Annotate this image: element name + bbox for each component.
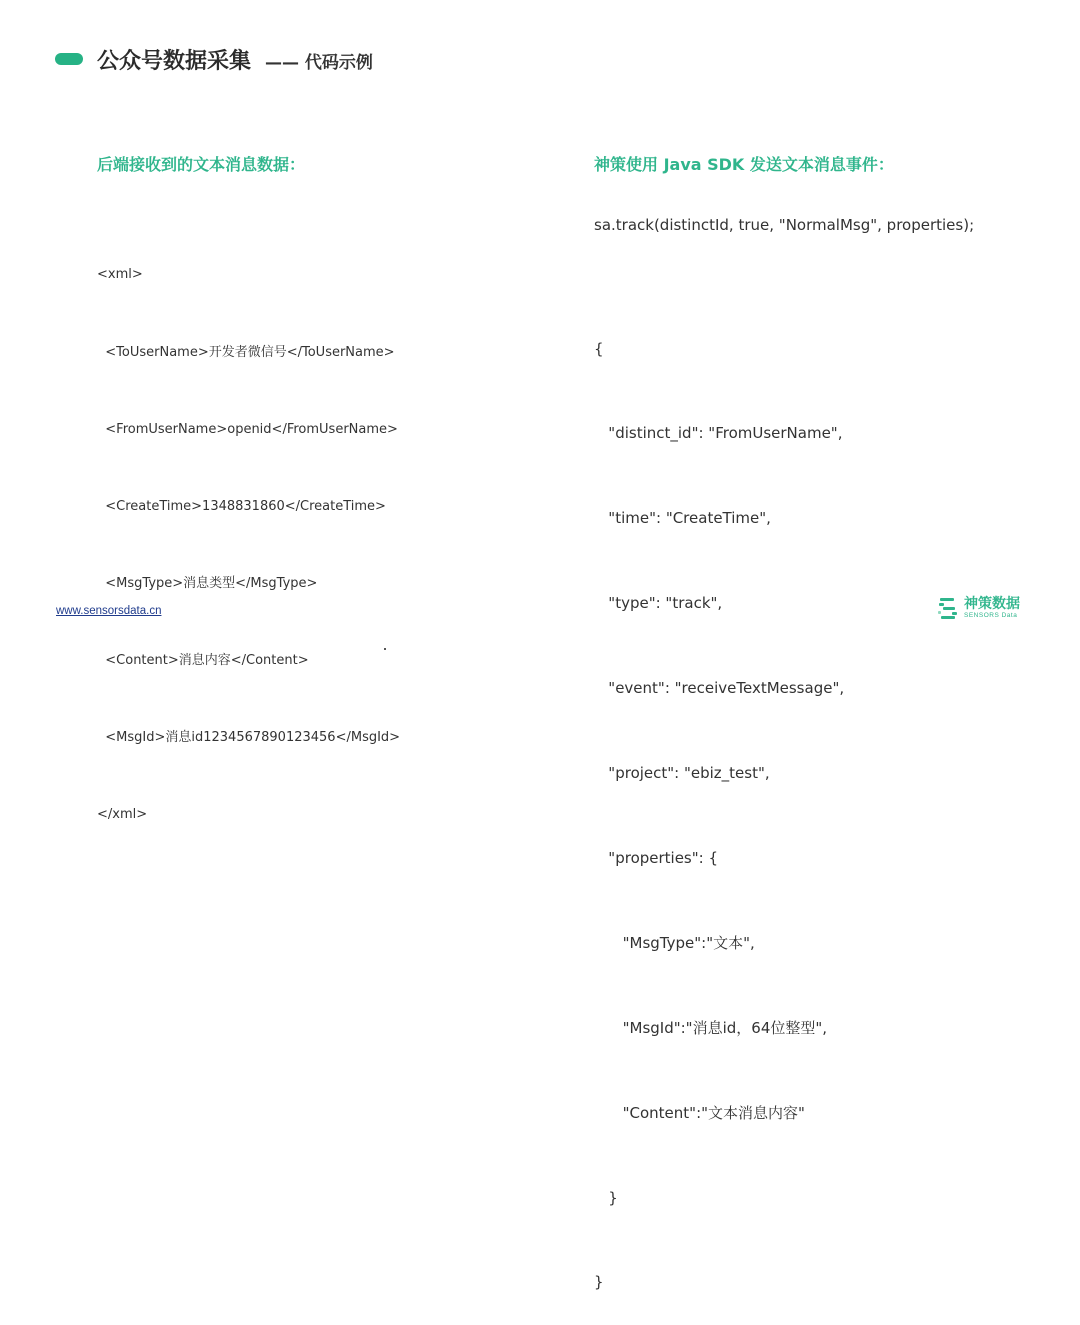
- footer-website-link[interactable]: www.sensorsdata.cn: [56, 605, 162, 617]
- xml-line: <MsgId>消息id1234567890123456</MsgId>: [97, 729, 401, 745]
- xml-line: <ToUserName>开发者微信号</ToUserName>: [97, 344, 395, 360]
- json-line: "MsgType":"文本",: [594, 933, 755, 952]
- json-line: {: [594, 339, 604, 358]
- header-pill-marker: [55, 53, 83, 65]
- sensors-data-logo-icon: [938, 596, 960, 622]
- json-line: "time": "CreateTime",: [594, 509, 771, 528]
- stray-dot: [384, 648, 386, 650]
- logo-text-en: SENSORS Data: [964, 612, 1018, 619]
- json-line: }: [594, 1188, 618, 1207]
- logo-text-cn: 神策数据: [964, 596, 1020, 612]
- sensors-data-logo: [938, 596, 1028, 622]
- xml-line: <CreateTime>1348831860</CreateTime>: [97, 498, 386, 514]
- page-title: [97, 44, 373, 75]
- json-line: "properties": {: [594, 848, 719, 867]
- json-line: "distinct_id": "FromUserName",: [594, 424, 843, 443]
- xml-line: <FromUserName>openid</FromUserName>: [97, 421, 398, 437]
- sdk-track-call: sa.track(distinctId, true, "NormalMsg", properties);: [594, 216, 975, 234]
- left-section-heading: 后端接收到的文本消息数据：: [97, 155, 306, 174]
- page-title-text: 公众号数据采集: [97, 49, 252, 74]
- right-section-heading: 神策使用 Java SDK 发送文本消息事件：: [594, 155, 894, 174]
- json-line: "type": "track",: [594, 594, 723, 613]
- xml-line: </xml>: [97, 807, 148, 823]
- json-line: "event": "receiveTextMessage",: [594, 679, 845, 698]
- json-line: }: [594, 1273, 604, 1292]
- xml-line: <MsgType>消息类型</MsgType>: [97, 575, 318, 591]
- xml-line: <Content>消息内容</Content>: [97, 652, 309, 668]
- json-code-block: [594, 278, 844, 1325]
- page-subtitle: —— 代码示例: [265, 53, 373, 73]
- json-line: "project": "ebiz_test",: [594, 764, 770, 783]
- xml-code-block: [97, 211, 400, 853]
- json-line: "Content":"文本消息内容": [594, 1103, 805, 1122]
- xml-line: <xml>: [97, 267, 143, 283]
- json-line: "MsgId":"消息id，64位整型",: [594, 1018, 828, 1037]
